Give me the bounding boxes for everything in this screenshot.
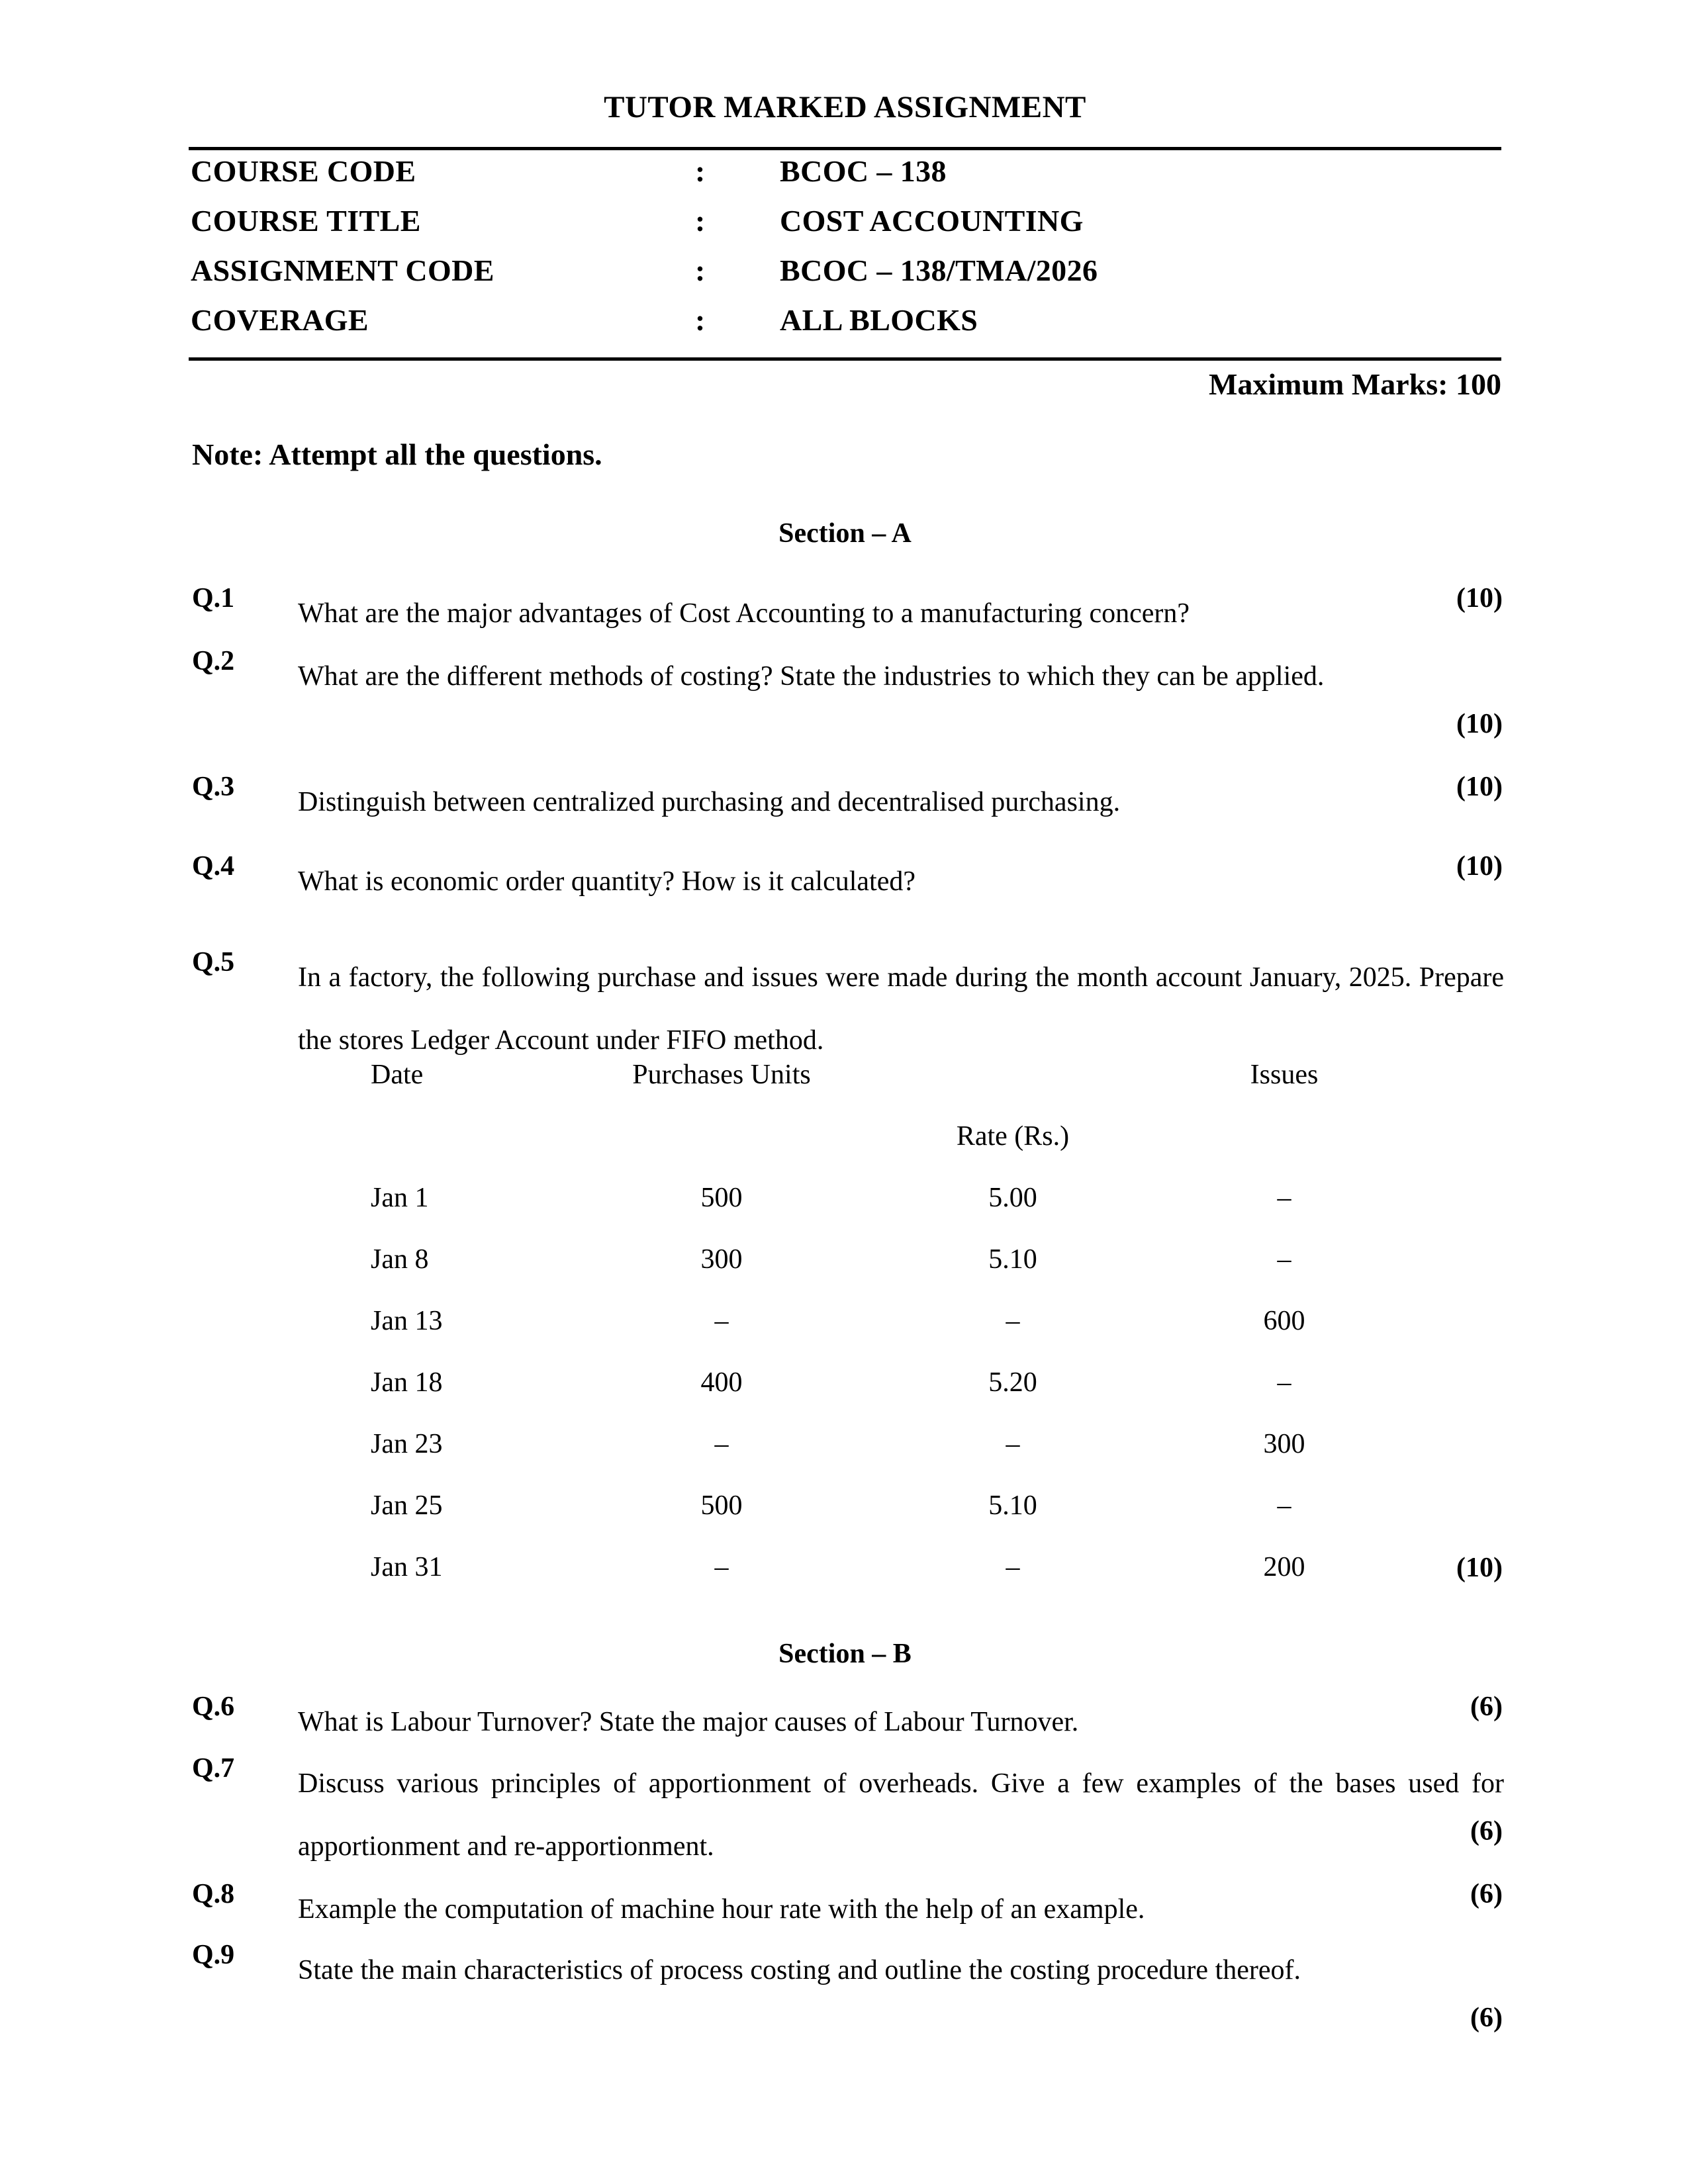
- cell-rate: –: [1006, 1306, 1020, 1336]
- meta-colon-course-code: :: [695, 154, 706, 188]
- meta-value-coverage: ALL BLOCKS: [780, 303, 978, 337]
- cell-rate: 5.10: [988, 1490, 1037, 1521]
- cell-date: Jan 25: [371, 1490, 443, 1521]
- question-5-number: Q.5: [192, 947, 235, 978]
- question-4-marks: (10): [1456, 851, 1503, 882]
- question-2-text: What are the different methods of costing? State the industries to which they can be applied.: [298, 661, 1325, 692]
- cell-date: Jan 23: [371, 1429, 443, 1459]
- header-divider-top: [189, 147, 1501, 150]
- column-header-units: Purchases Units: [632, 1060, 811, 1090]
- cell-date: Jan 1: [371, 1183, 429, 1213]
- header-divider-bottom: [189, 357, 1501, 361]
- cell-issues: –: [1277, 1244, 1291, 1275]
- cell-units: 300: [700, 1244, 743, 1275]
- question-2-number: Q.2: [192, 646, 235, 676]
- question-6-marks: (6): [1470, 1692, 1503, 1722]
- cell-issues: 600: [1263, 1306, 1305, 1336]
- table-row: [371, 1490, 1403, 1551]
- question-4-text: What is economic order quantity? How is it calculated?: [298, 866, 916, 897]
- cell-units: –: [714, 1306, 729, 1336]
- question-5: [192, 946, 1506, 1072]
- question-1-marks: (10): [1456, 583, 1503, 614]
- meta-row-course-title: [191, 203, 1501, 253]
- cell-rate: –: [1006, 1552, 1020, 1582]
- question-9: [192, 1939, 1506, 2002]
- question-5-marks: (10): [1456, 1553, 1503, 1583]
- meta-value-course-code: BCOC – 138: [780, 154, 947, 188]
- attempt-note: Note: Attempt all the questions.: [192, 437, 602, 471]
- table-row: [371, 1367, 1403, 1428]
- question-8: [192, 1878, 1506, 1941]
- cell-date: Jan 8: [371, 1244, 429, 1275]
- question-2-marks: (10): [1456, 709, 1503, 739]
- cell-issues: 300: [1263, 1429, 1305, 1459]
- meta-colon-assignment-code: :: [695, 253, 706, 287]
- question-7: [192, 1752, 1506, 1878]
- meta-colon-course-title: :: [695, 204, 706, 238]
- cell-issues: –: [1277, 1367, 1291, 1398]
- cell-issues: –: [1277, 1183, 1291, 1213]
- question-5-text: In a factory, the following purchase and issues were made during the month account January, 2025. Prepare the stores Ledger Account under FIFO method.: [298, 962, 1504, 1056]
- cell-rate: –: [1006, 1429, 1020, 1459]
- meta-row-assignment-code: [191, 253, 1501, 302]
- question-3-text: Distinguish between centralized purchasing and decentralised purchasing.: [298, 787, 1121, 817]
- question-3: [192, 771, 1506, 834]
- column-subheader-rate: Rate (Rs.): [956, 1121, 1070, 1152]
- section-a-heading: Section – A: [778, 518, 912, 549]
- course-meta-table: [191, 154, 1501, 352]
- cell-issues: 200: [1263, 1552, 1305, 1582]
- cell-issues: –: [1277, 1490, 1291, 1521]
- question-6-text: What is Labour Turnover? State the major causes of Labour Turnover.: [298, 1707, 1079, 1737]
- question-3-number: Q.3: [192, 772, 235, 802]
- table-row: [371, 1551, 1403, 1613]
- table-row: [371, 1305, 1403, 1367]
- question-9-number: Q.9: [192, 1940, 235, 1970]
- stores-ledger-table: [371, 1059, 1403, 1613]
- meta-value-assignment-code: BCOC – 138/TMA/2026: [780, 253, 1098, 287]
- table-subheader-row: [371, 1120, 1403, 1182]
- question-4: [192, 850, 1506, 913]
- meta-colon-coverage: :: [695, 303, 706, 337]
- question-9-marks: (6): [1470, 2003, 1503, 2033]
- cell-units: 500: [700, 1183, 743, 1213]
- table-header-row: [371, 1059, 1403, 1120]
- maximum-marks: Maximum Marks: 100: [1208, 367, 1501, 401]
- question-9-text: State the main characteristics of process costing and outline the costing procedure thereof.: [298, 1955, 1301, 1985]
- cell-units: –: [714, 1552, 729, 1582]
- question-2: [192, 645, 1506, 708]
- cell-units: 500: [700, 1490, 743, 1521]
- meta-label-coverage: COVERAGE: [191, 303, 369, 337]
- question-7-number: Q.7: [192, 1753, 235, 1784]
- cell-rate: 5.00: [988, 1183, 1037, 1213]
- question-1-text: What are the major advantages of Cost Accounting to a manufacturing concern?: [298, 598, 1190, 629]
- cell-units: –: [714, 1429, 729, 1459]
- column-header-issues: Issues: [1250, 1060, 1319, 1090]
- meta-row-course-code: [191, 154, 1501, 203]
- cell-date: Jan 31: [371, 1552, 443, 1582]
- question-8-marks: (6): [1470, 1879, 1503, 1909]
- cell-rate: 5.20: [988, 1367, 1037, 1398]
- cell-date: Jan 13: [371, 1306, 443, 1336]
- question-6-number: Q.6: [192, 1692, 235, 1722]
- question-1-number: Q.1: [192, 583, 235, 614]
- table-row: [371, 1428, 1403, 1490]
- meta-label-course-code: COURSE CODE: [191, 154, 416, 188]
- column-header-date: Date: [371, 1060, 424, 1090]
- meta-label-assignment-code: ASSIGNMENT CODE: [191, 253, 494, 287]
- cell-units: 400: [700, 1367, 743, 1398]
- section-b-heading: Section – B: [778, 1639, 912, 1669]
- page-title: TUTOR MARKED ASSIGNMENT: [604, 90, 1086, 124]
- meta-row-coverage: [191, 302, 1501, 352]
- question-3-marks: (10): [1456, 772, 1503, 802]
- cell-rate: 5.10: [988, 1244, 1037, 1275]
- cell-date: Jan 18: [371, 1367, 443, 1398]
- question-7-text: Discuss various principles of apportionment of overheads. Give a few examples of the bases used for apportionment and re-apportionment.: [298, 1768, 1504, 1862]
- question-7-marks: (6): [1470, 1816, 1503, 1846]
- question-8-text: Example the computation of machine hour rate with the help of an example.: [298, 1894, 1145, 1925]
- table-row: [371, 1182, 1403, 1244]
- table-row: [371, 1244, 1403, 1305]
- meta-label-course-title: COURSE TITLE: [191, 204, 421, 238]
- question-8-number: Q.8: [192, 1879, 235, 1909]
- question-4-number: Q.4: [192, 851, 235, 882]
- question-6: [192, 1691, 1506, 1754]
- question-1: [192, 582, 1506, 645]
- meta-value-course-title: COST ACCOUNTING: [780, 204, 1084, 238]
